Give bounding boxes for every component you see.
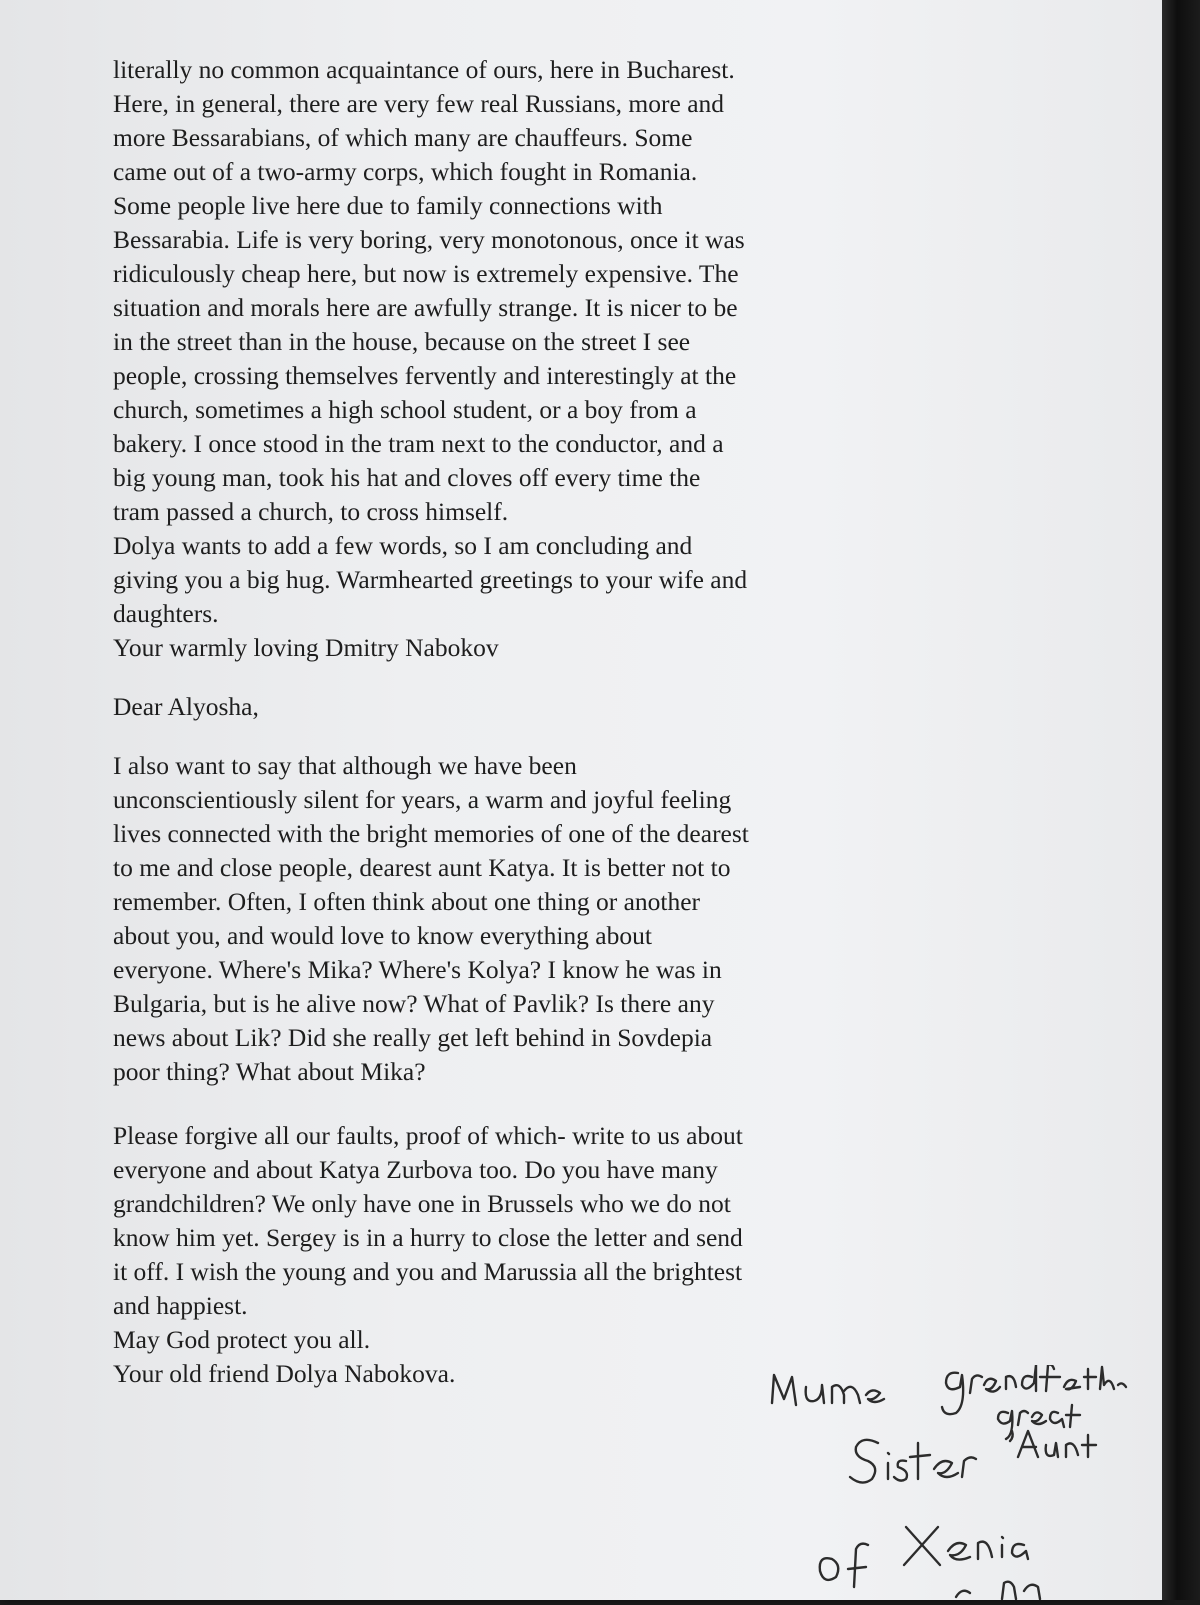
letter-paragraph-2: I also want to say that although we have been unconscientiously silent for years, a warm and joyful feeling lives connected with the bright memories of one of the dearest to me and close people, dearest aunt Katya. It is better not to remember. Often, I often think about one thing or another about you, and would love to know everything about everyone. Where's Mika? Where's Kolya? I know he was in Bulgaria, but is he alive now? What of Pavlik? Is there any news about Lik? Did she really get left behind in Sovdepia poor thing? What about Mika? bbox=[113, 751, 749, 1086]
page-edge-shadow bbox=[1162, 0, 1200, 1600]
handwritten-grandfather bbox=[942, 1365, 1126, 1414]
blessing: May God protect you all. bbox=[113, 1325, 371, 1354]
handwritten-great bbox=[998, 1405, 1080, 1439]
handwritten-annotation bbox=[770, 1365, 1130, 1600]
handwritten-cutoff-line bbox=[956, 1582, 1040, 1599]
signoff-dolya: Your old friend Dolya Nabokova. bbox=[113, 1359, 456, 1388]
signoff-dmitry: Your warmly loving Dmitry Nabokov bbox=[113, 633, 499, 662]
handwritten-aunt bbox=[1010, 1431, 1096, 1457]
letter-paragraph-1: literally no common acquaintance of ours, here in Bucharest. Here, in general, there are very few real Russians, more and more Bessarabians, of which many are chauffeurs. Some came out of a two-army corps, which fought in Romania. Some people live here due to family connections with Bessarabia. Life is very boring, very monotonous, once it was ridiculously cheap here, but now is extremely expensive. The situation and morals here are awfully strange. It is nicer to be in the street than in the house, because on the street I see people, crossing themselves fervently and interestingly at the church, sometimes a high school student, or a boy from a bakery. I once stood in the tram next to the conductor, and a big young man, took his hat and cloves off every time the tram passed a church, to cross himself. Dolya wants to add a few words, so I am concluding and giving you a big hug. Warmhearted greetings to your wife and daughters. bbox=[113, 55, 748, 628]
handwritten-of-xenia bbox=[820, 1527, 1028, 1587]
letter-paragraph-3: Please forgive all our faults, proof of which- write to us about everyone and about Katya Zurbova too. Do you have many grandchildren? We only have one in Brussels who we do not know him yet. Sergey is in a hurry to close the letter and send it off. I wish the young and you and Marussia all the brightest and happiest. bbox=[113, 1121, 743, 1320]
letter-body bbox=[113, 53, 873, 1391]
handwritten-mum bbox=[772, 1375, 884, 1405]
salutation: Dear Alyosha, bbox=[113, 692, 259, 721]
handwritten-sister bbox=[850, 1440, 976, 1483]
